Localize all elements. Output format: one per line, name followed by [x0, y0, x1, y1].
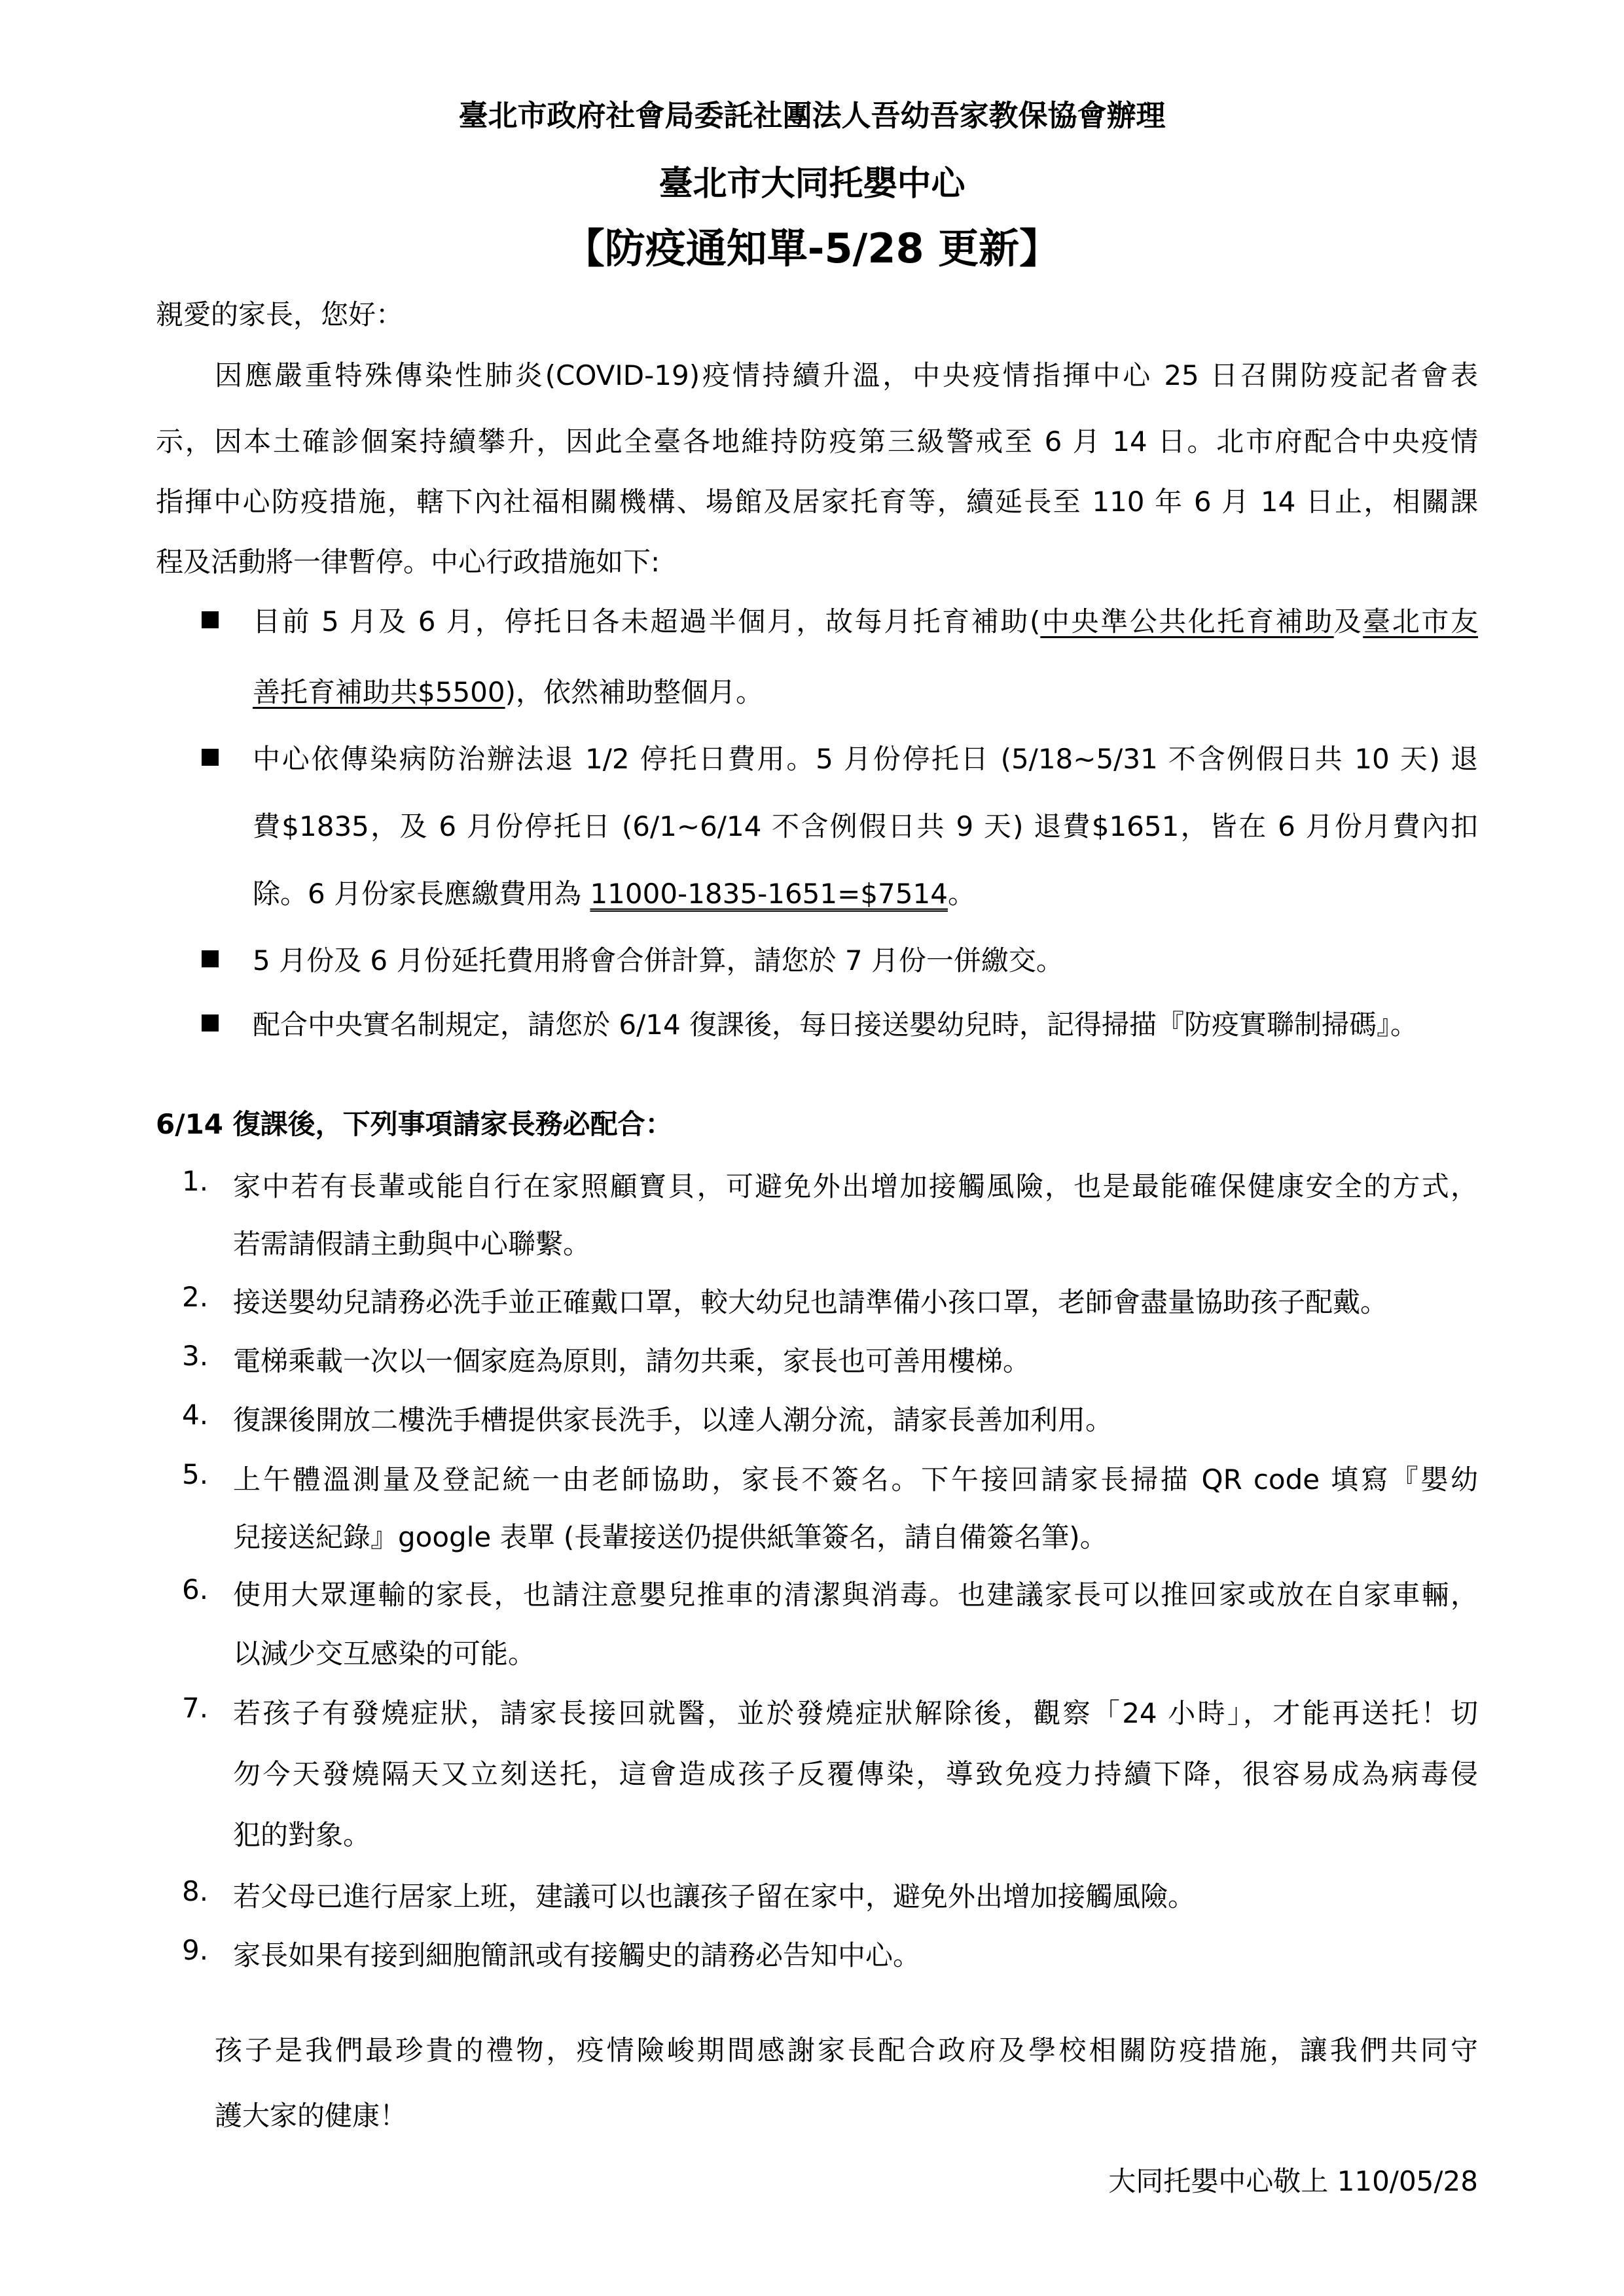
- item-4-line-1: 復課後開放二樓洗手槽提供家長洗手，以達人潮分流，請家長善加利用。: [233, 1404, 1113, 1436]
- subsidy-name-underlined: 臺北市友: [1363, 605, 1478, 637]
- item-number: 9.: [182, 1934, 209, 1966]
- item-number: 3.: [182, 1340, 209, 1372]
- signature: 大同托嬰中心敬上 110/05/28: [1108, 2165, 1478, 2197]
- item-7-line-3: 犯的對象。: [233, 1819, 371, 1851]
- item-number: 2.: [182, 1281, 209, 1313]
- bullet-1-line-2: 善托育補助共$5500)，依然補助整個月。: [253, 676, 763, 708]
- item-number: 1.: [182, 1165, 209, 1197]
- item-number: 8.: [182, 1875, 209, 1907]
- intro-line-2: 示，因本土確診個案持續攀升，因此全臺各地維持防疫第三級警戒至 6 月 14 日。北市府配合中央疫情: [156, 425, 1478, 457]
- item-9-line-1: 家長如果有接到細胞簡訊或有接觸史的請務必告知中心。: [233, 1939, 921, 1971]
- bullet-square-icon: [202, 611, 219, 628]
- intro-line-1: 因應嚴重特殊傳染性肺炎(COVID-19)疫情持續升溫，中央疫情指揮中心 25 日召開防疫記者會表: [215, 359, 1478, 391]
- item-5-line-1: 上午體溫測量及登記統一由老師協助，家長不簽名。下午接回請家長掃描 QR code 填寫『嬰幼: [233, 1463, 1478, 1496]
- bullet-4-line-1: 配合中央實名制規定，請您於 6/14 復課後，每日接送嬰幼兒時，記得掃描『防疫實聯制掃碼』。: [253, 1009, 1418, 1041]
- bullet-2-line-1: 中心依傳染病防治辦法退 1/2 停托日費用。5 月份停托日 (5/18~5/31 不含例假日共 10 天) 退: [253, 743, 1478, 775]
- closing-line-1: 孩子是我們最珍貴的禮物，疫情險峻期間感謝家長配合政府及學校相關防疫措施，讓我們共同守: [215, 2034, 1478, 2066]
- bullet-square-icon: [202, 950, 219, 967]
- item-6-line-1: 使用大眾運輸的家長，也請注意嬰兒推車的清潔與消毒。也建議家長可以推回家或放在自家車輛，: [233, 1579, 1478, 1611]
- intro-line-3: 指揮中心防疫措施，轄下內社福相關機構、場館及居家托育等，續延長至 110 年 6 月 14 日止，相關課: [156, 486, 1478, 518]
- bullet-square-icon: [202, 1014, 219, 1031]
- item-6-line-2: 以減少交互感染的可能。: [233, 1638, 536, 1670]
- center-name-heading: 臺北市大同托嬰中心: [659, 164, 965, 204]
- item-7-line-1: 若孩子有發燒症狀，請家長接回就醫，並於發燒症狀解除後，觀察「24 小時」，才能再送托！切: [233, 1697, 1478, 1729]
- bullet-1-line-1: 目前 5 月及 6 月，停托日各未超過半個月，故每月托育補助(中央準公共化托育補助及臺北市友: [253, 605, 1478, 637]
- item-3-line-1: 電梯乘載一次以一個家庭為原則，請勿共乘，家長也可善用樓梯。: [233, 1345, 1031, 1377]
- intro-line-4: 程及活動將一律暫停。中心行政措施如下:: [156, 546, 660, 578]
- bullet-2-line-3: 除。6 月份家長應繳費用為 11000-1835-1651=$7514。: [253, 878, 975, 910]
- item-number: 6.: [182, 1573, 209, 1605]
- organization-heading: 臺北市政府社會局委託社團法人吾幼吾家教保協會辦理: [458, 98, 1166, 133]
- item-number: 4.: [182, 1399, 209, 1431]
- item-5-line-2: 兒接送紀錄』google 表單 (長輩接送仍提供紙筆簽名，請自備簽名筆)。: [233, 1521, 1108, 1553]
- item-number: 7.: [182, 1692, 209, 1724]
- closing-line-2: 護大家的健康！: [215, 2100, 408, 2132]
- subsidy-amount-underlined: 善托育補助共$5500: [253, 676, 505, 708]
- item-7-line-2: 勿今天發燒隔天又立刻送托，這會造成孩子反覆傳染，導致免疫力持續下降，很容易成為病毒侵: [233, 1758, 1478, 1790]
- item-2-line-1: 接送嬰幼兒請務必洗手並正確戴口罩，較大幼兒也請準備小孩口罩，老師會盡量協助孩子配戴。: [233, 1286, 1388, 1318]
- fee-formula-underlined: 11000-1835-1651=$7514: [590, 878, 948, 910]
- bullet-square-icon: [202, 749, 219, 766]
- item-8-line-1: 若父母已進行居家上班，建議可以也讓孩子留在家中，避免外出增加接觸風險。: [233, 1880, 1196, 1912]
- section-heading: 6/14 復課後，下列事項請家長務必配合：: [156, 1108, 673, 1140]
- item-number: 5.: [182, 1458, 209, 1490]
- subsidy-name-underlined: 中央準公共化托育補助: [1040, 605, 1334, 637]
- bullet-2-line-2: 費$1835，及 6 月份停托日 (6/1~6/14 不含例假日共 9 天) 退費$1651，皆在 6 月份月費內扣: [253, 810, 1478, 842]
- greeting: 親愛的家長，您好：: [156, 298, 404, 331]
- item-1-line-1: 家中若有長輩或能自行在家照顧寶貝，可避免外出增加接觸風險，也是最能確保健康安全的方式，: [233, 1170, 1478, 1202]
- notice-title: 【防疫通知單-5/28 更新】: [564, 224, 1060, 272]
- item-1-line-2: 若需請假請主動與中心聯繫。: [233, 1228, 591, 1260]
- bullet-3-line-1: 5 月份及 6 月份延托費用將會合併計算，請您於 7 月份一併繳交。: [253, 944, 1064, 977]
